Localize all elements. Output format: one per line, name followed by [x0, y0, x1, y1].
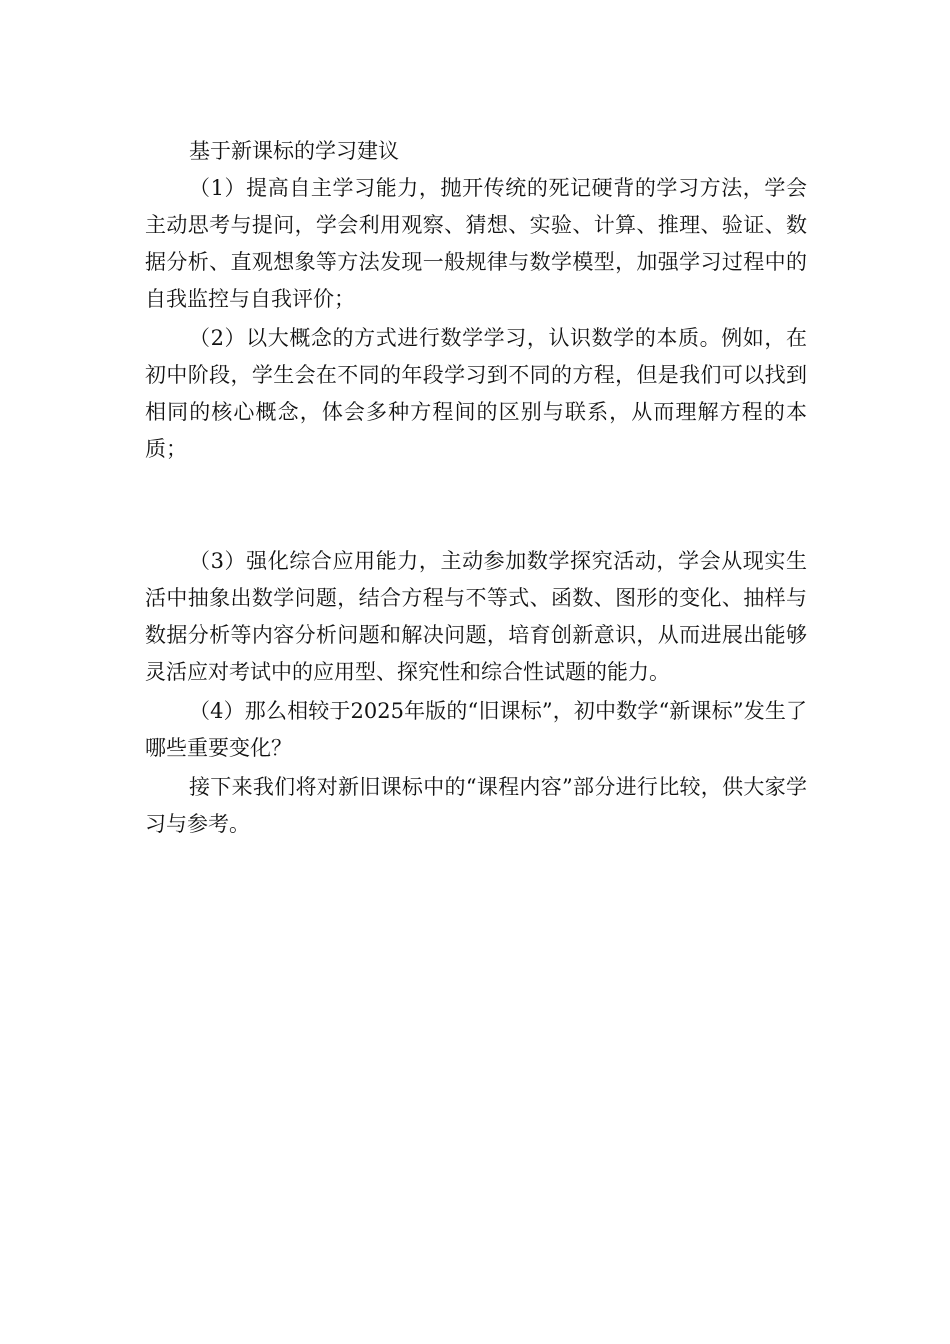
paragraph-5: 接下来我们将对新旧课标中的“课程内容”部分进行比较，供大家学习与参考。: [145, 775, 807, 836]
section-title: 基于新课标的学习建议: [189, 139, 399, 163]
paragraph-3: （3）强化综合应用能力，主动参加数学探究活动，学会从现实生活中抽象出数学问题，结合方程与不等式、函数、图形的变化、抽样与数据分析等内容分析问题和解决问题，培育创新意识，从而进展出能够灵活应对考试中的应用型、探究性和综合性试题的能力。: [145, 549, 807, 684]
paragraph-1: （1）提高自主学习能力，抛开传统的死记硬背的学习方法，学会主动思考与提问，学会利用观察、猜想、实验、计算、推理、验证、数据分析、直观想象等方法发现一般规律与数学模型，加强学习过程中的自我监控与自我评价；: [145, 176, 807, 311]
paragraph-4: （4）那么相较于2025年版的“旧课标”，初中数学“新课标”发生了哪些重要变化？: [145, 699, 807, 760]
document-body: [145, 133, 807, 843]
paragraph-2: （2）以大概念的方式进行数学学习，认识数学的本质。例如，在初中阶段，学生会在不同的年段学习到不同的方程，但是我们可以找到相同的核心概念，体会多种方程间的区别与联系，从而理解方程的本质；: [145, 326, 807, 461]
